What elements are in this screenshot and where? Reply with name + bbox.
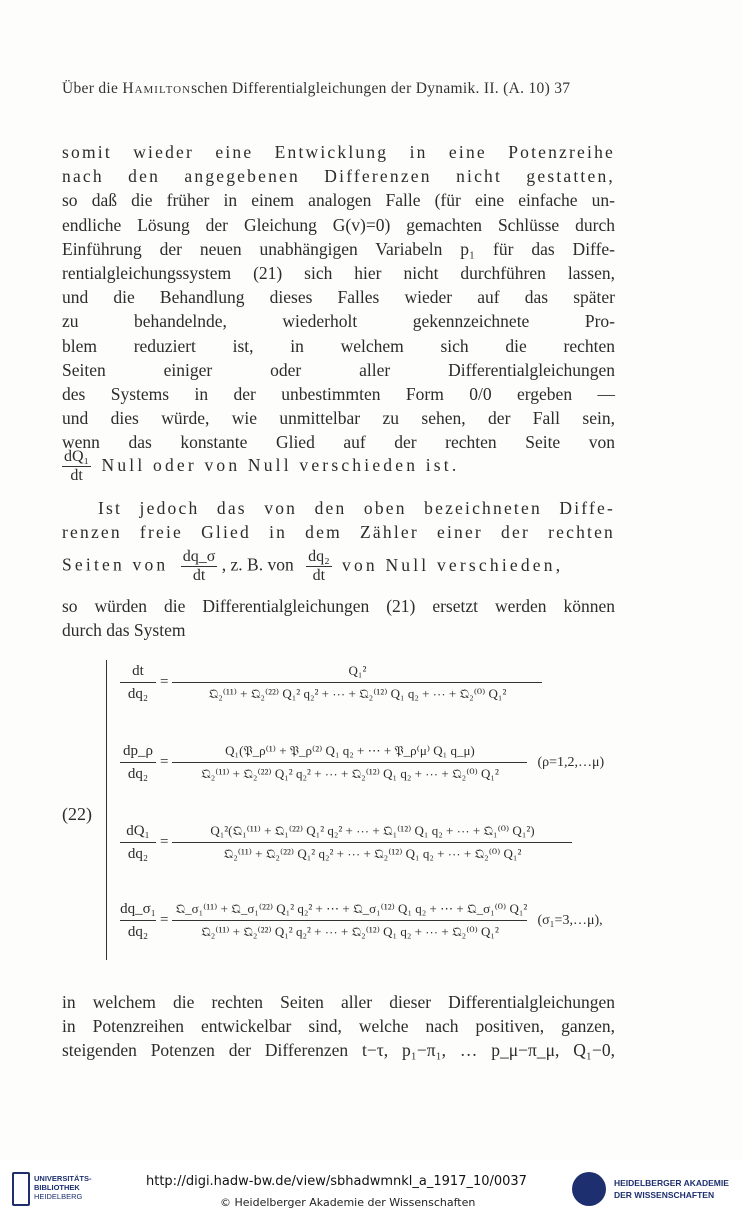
- paragraph-3: [62, 594, 615, 642]
- equation-1: [120, 660, 542, 705]
- line-suffix: von Null verschieden,: [342, 554, 564, 575]
- text-line: des Systems in der unbestimmten Form 0/0 ergeben —: [62, 383, 615, 404]
- fraction-dq-sigma: [181, 548, 218, 585]
- text-line: in Potenzreihen entwickelbar sind, welche nach positiven, ganzen,: [62, 1016, 615, 1037]
- equals-sign: =: [160, 754, 169, 770]
- logo-line: BIBLIOTHEK: [34, 1183, 80, 1192]
- paragraph-4: [62, 990, 615, 1063]
- academy-seal-icon: [572, 1172, 606, 1206]
- viewer-footer: [0, 1160, 742, 1216]
- text-line: nach den angegebenen Differenzen nicht gestatten,: [62, 166, 615, 187]
- rhs-num: Q₁(𝔓_ρ⁽¹⁾ + 𝔓_ρ⁽²⁾ Q₁ q₂ + ⋯ + 𝔓_ρ⁽μ⁾ Q₁ q_μ): [172, 740, 527, 763]
- line-mid: , z. B. von: [221, 554, 294, 575]
- lhs-num: dQ₁: [120, 820, 156, 843]
- text-line: zu behandelnde, wiederholt gekennzeichnete Pro-: [62, 311, 615, 332]
- lhs-den: dq₂: [127, 846, 149, 862]
- equation-3: [120, 820, 572, 865]
- eq-condition: (ρ=1,2,…μ): [537, 754, 605, 770]
- text-line: Seiten einiger oder aller Differentialgleichungen: [62, 359, 615, 380]
- text-line: so daß die früher in einem analogen Falle (für eine einfache un-: [62, 190, 615, 211]
- paragraph-1: [62, 140, 615, 454]
- rhs-num: Q₁²: [172, 660, 542, 683]
- fraction-dQ1-dt: [62, 448, 91, 485]
- text-line: so würden die Differentialgleichungen (21) ersetzt werden können: [62, 596, 615, 616]
- text-line: und dies würde, wie unmittelbar zu sehen, der Fall sein,: [62, 408, 615, 429]
- text-line: Einführung der neuen unabhängigen Variabeln p₁ für das Diffe-: [62, 238, 615, 259]
- rhs-num: 𝔔_σ₁⁽¹¹⁾ + 𝔔_σ₁⁽²²⁾ Q₁² q₂² + ⋯ + 𝔔_σ₁⁽¹²⁾ Q₁ q₂ + ⋯ + 𝔔_σ₁⁽⁰⁾ Q₁²: [172, 898, 527, 921]
- eq-lhs: [120, 660, 156, 705]
- fraction-denominator: dt: [312, 567, 326, 584]
- text-line: in welchem die rechten Seiten aller dieser Differentialgleichungen: [62, 992, 615, 1012]
- text-line: Ist jedoch das von den oben bezeichneten Diffe-: [98, 498, 615, 518]
- text-line: durch das System: [62, 620, 186, 641]
- paragraph-2: [62, 496, 615, 544]
- eq-rhs: [172, 660, 542, 705]
- university-library-logo[interactable]: [12, 1172, 92, 1206]
- fraction-dq2: [306, 548, 332, 585]
- eq-lhs: [120, 898, 156, 943]
- rhs-den: 𝔔₂⁽¹¹⁾ + 𝔔₂⁽²²⁾ Q₁² q₂² + ⋯ + 𝔔₂⁽¹²⁾ Q₁ q₂ + ⋯ + 𝔔₂⁽⁰⁾ Q₁²: [201, 924, 499, 939]
- copyright-notice: © Heidelberger Akademie der Wissenschaften: [220, 1196, 476, 1209]
- text-line: somit wieder eine Entwicklung in eine Potenzreihe: [62, 142, 615, 162]
- logo-line: UNIVERSITÄTS-: [34, 1174, 92, 1183]
- text-line: blem reduziert ist, in welchem sich die rechten: [62, 335, 615, 356]
- library-seal-icon: [12, 1172, 30, 1206]
- fraction-numerator: dq_σ: [182, 548, 216, 565]
- lhs-num: dq_σ₁: [120, 898, 156, 921]
- fraction-text: Null oder von Null verschieden ist.: [101, 454, 460, 475]
- eq-rhs: [172, 820, 572, 865]
- eq-lhs: [120, 740, 156, 785]
- text-line: steigenden Potenzen der Differenzen t−τ, p₁−π₁, … p_μ−π_μ, Q₁−0,: [62, 1040, 615, 1061]
- lhs-den: dq₂: [127, 924, 149, 940]
- permalink-url[interactable]: http://digi.hadw-bw.de/view/sbhadwmnkl_a_1917_10/0037: [146, 1174, 527, 1189]
- fraction-line-1: [62, 448, 459, 485]
- equation-number: (22): [62, 804, 92, 824]
- fraction-numerator: dQ₁: [64, 448, 90, 465]
- equals-sign: =: [160, 834, 169, 850]
- line-prefix: Seiten von: [62, 554, 169, 575]
- fraction-denominator: dt: [70, 467, 83, 484]
- text-line: rentialgleichungssystem (21) sich hier nicht durchführen lassen,: [62, 262, 615, 283]
- lhs-num: dt: [120, 660, 156, 683]
- fraction-line-2: [62, 548, 615, 585]
- lhs-den: dq₂: [127, 766, 149, 782]
- logo-line: DER WISSENSCHAFTEN: [614, 1190, 715, 1200]
- logo-line: HEIDELBERG: [34, 1192, 83, 1201]
- equals-sign: =: [160, 912, 169, 928]
- rhs-den: 𝔔₂⁽¹¹⁾ + 𝔔₂⁽²²⁾ Q₁² q₂² + ⋯ + 𝔔₂⁽¹²⁾ Q₁ q₂ + ⋯ + 𝔔₂⁽⁰⁾ Q₁²: [223, 846, 522, 861]
- header-author: Hamilton: [122, 80, 192, 97]
- fraction-denominator: dt: [192, 567, 206, 584]
- equation-4: [120, 898, 603, 943]
- eq-lhs: [120, 820, 156, 865]
- text-line: endliche Lösung der Gleichung G(v)=0) gemachten Schlüsse durch: [62, 214, 615, 235]
- system-brace: [106, 660, 117, 960]
- logo-line: HEIDELBERGER AKADEMIE: [614, 1178, 729, 1188]
- text-line: wenn das konstante Glied auf der rechten Seite von: [62, 432, 615, 453]
- equals-sign: =: [160, 674, 169, 690]
- equation-2: [120, 740, 604, 785]
- eq-rhs: [172, 898, 527, 943]
- rhs-num: Q₁²(𝔔₁⁽¹¹⁾ + 𝔔₁⁽²²⁾ Q₁² q₂² + ⋯ + 𝔔₁⁽¹²⁾ Q₁ q₂ + ⋯ + 𝔔₁⁽⁰⁾ Q₁²): [172, 820, 572, 843]
- eq-rhs: [172, 740, 527, 785]
- text-line: renzen freie Glied in dem Zähler einer der rechten: [62, 522, 615, 543]
- eq-condition: (σ₁=3,…μ),: [537, 912, 603, 928]
- header-pre: Über die: [62, 80, 123, 97]
- header-post: schen Differentialgleichungen der Dynamik. II. (A. 10) 37: [191, 80, 571, 97]
- academy-logo[interactable]: [572, 1172, 737, 1208]
- rhs-den: 𝔔₂⁽¹¹⁾ + 𝔔₂⁽²²⁾ Q₁² q₂² + ⋯ + 𝔔₂⁽¹²⁾ Q₁ q₂ + ⋯ + 𝔔₂⁽⁰⁾ Q₁²: [201, 766, 499, 781]
- rhs-den: 𝔔₂⁽¹¹⁾ + 𝔔₂⁽²²⁾ Q₁² q₂² + ⋯ + 𝔔₂⁽¹²⁾ Q₁ q₂ + ⋯ + 𝔔₂⁽⁰⁾ Q₁²: [208, 686, 507, 701]
- equation-system: [62, 652, 632, 972]
- fraction-numerator: dq₂: [308, 548, 330, 565]
- text-line: und die Behandlung dieses Falles wieder auf das später: [62, 287, 615, 308]
- lhs-den: dq₂: [127, 686, 149, 702]
- running-header: [62, 80, 622, 98]
- lhs-num: dp_ρ: [120, 740, 156, 763]
